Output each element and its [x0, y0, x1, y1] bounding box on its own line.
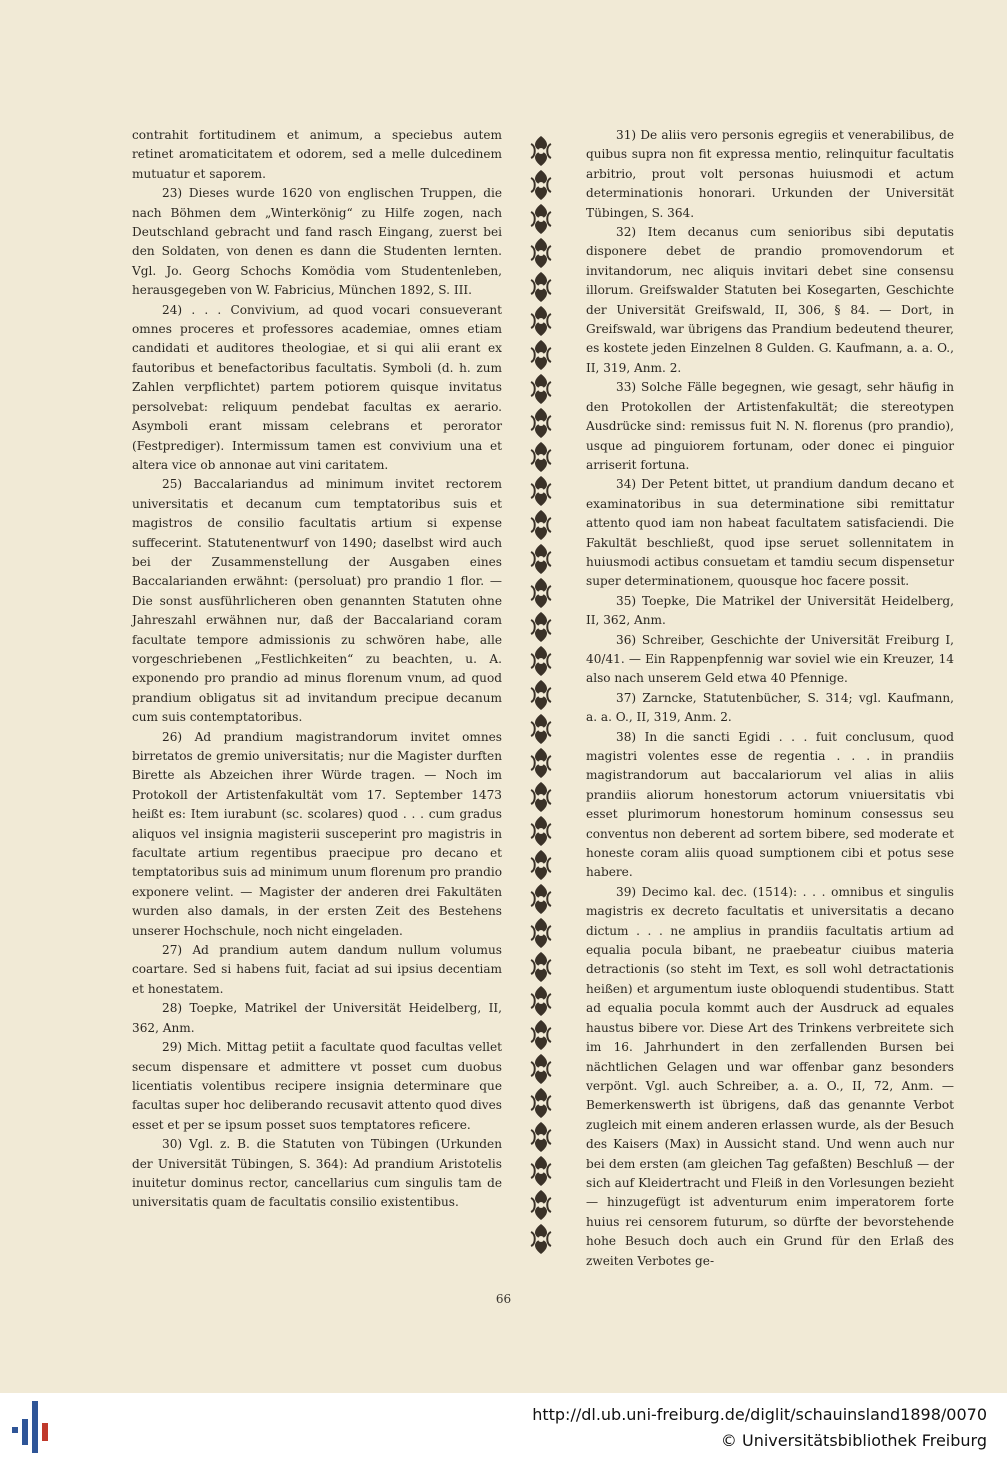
footnote-paragraph: 32) Item decanus cum senioribus sibi deputatis disponere debet de prandio promovendorum et invitandorum, nec aliquis invitari debet sine consensu illorum. Greifswalder Statuten bei Kosegarten, Geschichte der Universität Greifswald, II, 306, § 84. — Dort, in Greifswald, war übrigens das Prandium bedeutend theurer, es kostete jeden Einzelnen 8 Gulden. G. Kaufmann, a. a. O., II, 319, Anm. 2.	[586, 225, 954, 375]
library-logo-icon	[12, 1401, 52, 1453]
footnote-paragraph: 39) Decimo kal. dec. (1514): . . . omnibus et singulis magistris ex decreto facultatis et universitatis a decano dictum . . . ne amplius in prandiis facultatis artium ad equalia pocula bibant, ne praebeatur ciuibus materia detractionis (so steht im Text, es soll wohl detractationis heißen) et argumentum iuste obloquendi studentibus. Statt ad equalia pocula kommt auch der Ausdruck ad equales haustus bibere vor. Diese Art des Trinkens verbreitete sich im 16. Jahrhundert in den zerfallenden Bursen bei nächtlichen Gelagen und war offenbar ganz besonders verpönt. Vgl. auch Schreiber, a. a. O., II, 72, Anm. — Bemerkenswerth ist übrigens, daß das genannte Verbot zugleich mit einem anderen erlassen wurde, als der Besuch des Kaisers (Max) in Aussicht stand. Und wenn auch nur bei dem ersten (am gleichen Tag gefaßten) Beschluß — der sich auf Kleidertracht und Fleiß in den Vorlesungen bezieht — hinzugefügt ist adventurum enim imperatorem forte huius rei censorem futurum, so dürfte der bevorstehende hohe Besuch doch auch ein Grund für den Erlaß des zweiten Verbotes ge-	[586, 884, 954, 1268]
source-url-link[interactable]: http://dl.ub.uni-freiburg.de/diglit/schauinsland1898/0070	[532, 1405, 987, 1424]
footnote-paragraph: 23) Dieses wurde 1620 von englischen Truppen, die nach Böhmen dem „Winterkönig“ zu Hilfe zogen, nach Deutschland gebracht und fand rasch Eingang, zuerst bei den Soldaten, von denen es dann die Studenten lernten. Vgl. Jo. Georg Schochs Komödia vom Studentenleben, herausgegeben von W. Fabricius, München 1892, S. III.	[132, 186, 502, 298]
footnote-paragraph: 27) Ad prandium autem dandum nullum volumus coartare. Sed si habens fuit, faciat ad sui ipsius decentiam et honestatem.	[132, 943, 502, 996]
footnote-paragraph: 28) Toepke, Matrikel der Universität Heidelberg, II, 362, Anm.	[132, 1001, 502, 1035]
library-footer	[0, 1393, 1007, 1461]
copyright-notice: © Universitätsbibliothek Freiburg	[720, 1431, 987, 1450]
footnote-paragraph: 33) Solche Fälle begegnen, wie gesagt, sehr häufig in den Protokollen der Artistenfakultät; die stereotypen Ausdrücke sind: remissus fuit N. N. florenus (pro prandio), usque ad pinguiorem fortunam, oder donec ei pinguior arriserit fortuna.	[586, 380, 954, 472]
footnote-paragraph: 36) Schreiber, Geschichte der Universität Freiburg I, 40/41. — Ein Rappenpfennig war soviel wie ein Kreuzer, 14 also nach unserem Geld etwa 40 Pfennige.	[586, 632, 954, 686]
left-text-column	[132, 126, 502, 1213]
footnote-paragraph: 30) Vgl. z. B. die Statuten von Tübingen (Urkunden der Universität Tübingen, S. 364): Ad prandium Aristotelis inuitetur dominus rector, cancellarius cum singulis tam de universitatis quam de facultatis consilio existentibus.	[132, 1137, 502, 1210]
footnote-paragraph: contrahit fortitudinem et animum, a speciebus autem retinet aromaticitatem et odorem, sed a melle dulcedinem mutuatur et saporem.	[132, 128, 502, 181]
column-divider-ornament	[528, 134, 554, 1256]
footnote-paragraph: 37) Zarncke, Statutenbücher, S. 314; vgl. Kaufmann, a. a. O., II, 319, Anm. 2.	[586, 690, 954, 725]
footnote-paragraph: 34) Der Petent bittet, ut prandium dandum decano et examinatoribus in sua determinatione sibi remittatur attento quod iam non habeat facultatem satisfaciendi. Die Fakultät beschließt, quod ipse seruet sollennitatem in huiusmodi actibus consuetam et tamdiu secum dispensetur super determinationem, quousque hoc facere possit.	[586, 477, 954, 589]
page-number: 66	[495, 1292, 512, 1306]
footnote-paragraph: 38) In die sancti Egidi . . . fuit conclusum, quod magistri volentes esse de regentia . . . in prandiis magistrandorum aut baccalariorum vel alias in aliis prandiis aliorum honestorum actorum vniuersitatis vbi esset plurimorum honestorum hominum consessus seu conventus non deberent ad sortem bibere, sed moderate et honeste coram aliis quoad sumptionem cibi et potus sese habere.	[586, 729, 954, 880]
footnote-paragraph: 26) Ad prandium magistrandorum invitet omnes birretatos de gremio universitatis; nur die Magister durften Birette als Abzeichen ihrer Würde tragen. — Noch im Protokoll der Artistenfakultät vom 17. September 1473 heißt es: Item iurabunt (sc. scolares) quod . . . cum gradus aliquos vel insignia magisterii susceperint pro magistris in facultate artium regentibus praecipue pro decano et temptatoribus suis ad minimum unum florenum pro prandio exponere velint. — Magister der anderen drei Fakultäten wurden also damals, in der ersten Zeit des Bestehens unserer Hochschule, noch nicht eingeladen.	[132, 729, 502, 938]
footnote-paragraph: 31) De aliis vero personis egregiis et venerabilibus, de quibus supra non fit expressa mentio, relinquitur facultatis arbitrio, prout volt personas huiusmodi et actum determinationis honorari. Urkunden der Universität Tübingen, S. 364.	[586, 128, 954, 220]
footnote-paragraph: 35) Toepke, Die Matrikel der Universität Heidelberg, II, 362, Anm.	[586, 593, 954, 628]
right-text-column	[586, 126, 954, 1271]
footnote-paragraph: 25) Baccalariandus ad minimum invitet rectorem universitatis et decanum cum temptatoribus suis et magistros de consilio facultatis artium si expense suffecerint. Statutenentwurf von 1490; daselbst wird auch bei der Zusammenstellung der Ausgaben eines Baccalarianden erwähnt: (persoluat) pro prandio 1 flor. — Die sonst ausführlicheren oben genannten Statuten ohne Jahreszahl erwähnen nur, daß der Baccalariand coram facultate tempore admissionis zu schwören habe, alle vorgeschriebenen „Festlichkeiten“ zu beachten, u. A. exponendo pro prandio ad minus florenum vnum, ad quod prandium obligatus sit ad invitandum precipue decanum cum suis contemptatoribus.	[132, 477, 502, 725]
footnote-paragraph: 24) . . . Convivium, ad quod vocari consueverant omnes proceres et professores academiae, omnes etiam candidati et auditores theologiae, et si qui alii erant ex fautoribus et benefactoribus facultatis. Symboli (d. h. zum Zahlen verpflichtet) partem potiorem quisque invitatus persolvebat: reliquum pendebat facultas ex aerario. Asymboli erant missam celebrans et perorator (Festprediger). Intermissum tamen est convivium una et altera vice ob annonae aut vini caritatem.	[132, 302, 502, 472]
footnote-paragraph: 29) Mich. Mittag petiit a facultate quod facultas vellet secum dispensare et admittere vt posset cum duobus licentiatis volentibus recipere insignia determinare que facultas super hoc deliberando recusavit attento quod dives esset et per se ipsum posset suos temptatores reficere.	[132, 1040, 502, 1132]
